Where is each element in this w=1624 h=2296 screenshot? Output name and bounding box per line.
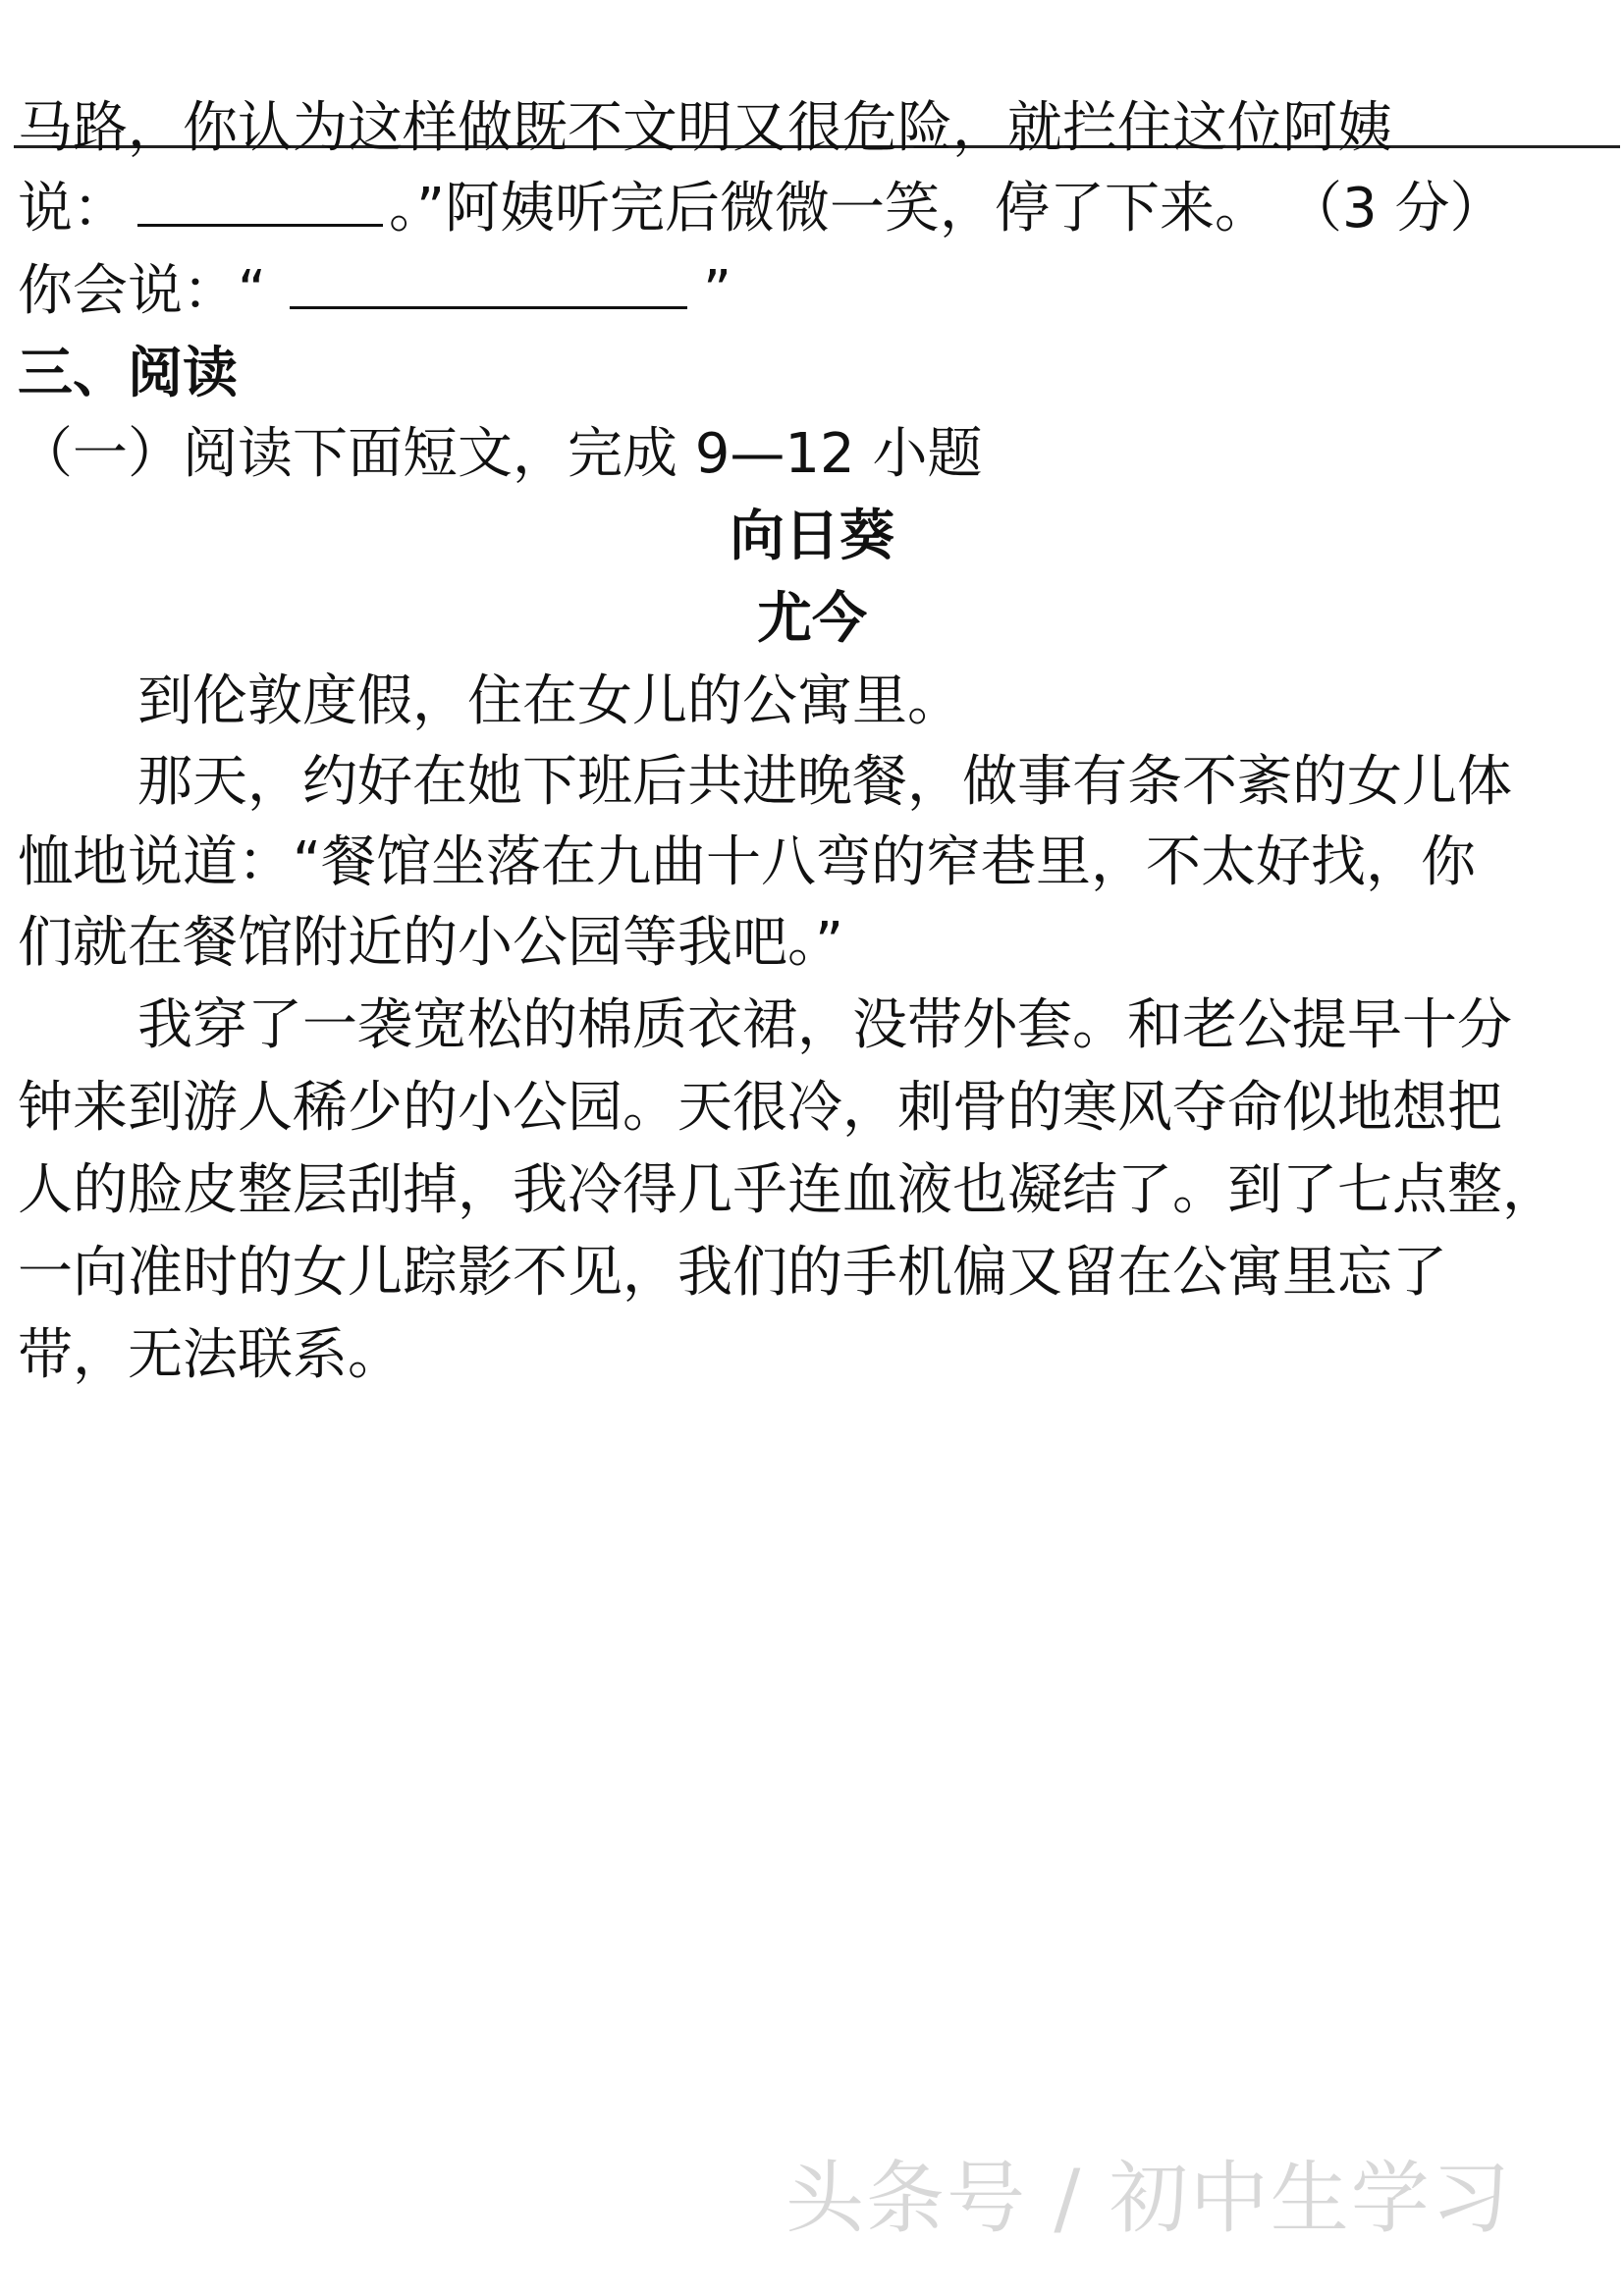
- score-label: （3 分）: [1315, 177, 1505, 240]
- text-line-2-end: 。”阿姨听完后微微一笑，停了下来。: [389, 177, 1271, 240]
- paragraph-3-line-3: 人的脸皮整层刮掉，我冷得几乎连血液也凝结了。到了七点整，: [18, 1158, 1557, 1222]
- paragraph-1-line-1: 到伦敦度假，住在女儿的公寓里。: [137, 669, 962, 733]
- paragraph-3-line-5: 带，无法联系。: [18, 1323, 403, 1387]
- section-heading: 三、阅读: [18, 342, 238, 405]
- text-line-2: [18, 175, 1504, 243]
- watermark: 头条号 / 初中生学习: [785, 2153, 1512, 2244]
- paragraph-2-line-2: 恤地说道：“餐馆坐落在九曲十八弯的窄巷里，不太好找，你: [18, 830, 1477, 894]
- paragraph-3-line-4: 一向准时的女儿踪影不见，我们的手机偏又留在公寓里忘了: [18, 1241, 1447, 1305]
- answer-blank-1[interactable]: [137, 181, 383, 227]
- article-author: 尤今: [757, 587, 867, 651]
- sub-heading: （一）阅读下面短文，完成 9—12 小题: [18, 422, 983, 486]
- answer-blank-2[interactable]: [290, 263, 687, 309]
- text-line-2-start: 说：: [18, 177, 128, 240]
- paragraph-3-line-2: 钟来到游人稀少的小公园。天很冷，刺骨的寒风夺命似地想把: [18, 1076, 1502, 1140]
- text-line-3-start: 你会说：“: [18, 259, 267, 323]
- paragraph-2-line-1: 那天，约好在她下班后共进晚餐，做事有条不紊的女儿体: [137, 750, 1512, 814]
- paragraph-3-line-1: 我穿了一袭宽松的棉质衣裙，没带外套。和老公提早十分: [137, 993, 1512, 1057]
- text-line-1: 马路，你认为这样做既不文明又很危险，就拦住这位阿姨: [18, 96, 1392, 160]
- text-line-3-end: ”: [703, 259, 732, 323]
- article-title: 向日葵: [730, 505, 894, 568]
- paragraph-2-line-3: 们就在餐馆附近的小公园等我吧。”: [18, 911, 844, 975]
- text-line-3: [18, 257, 731, 326]
